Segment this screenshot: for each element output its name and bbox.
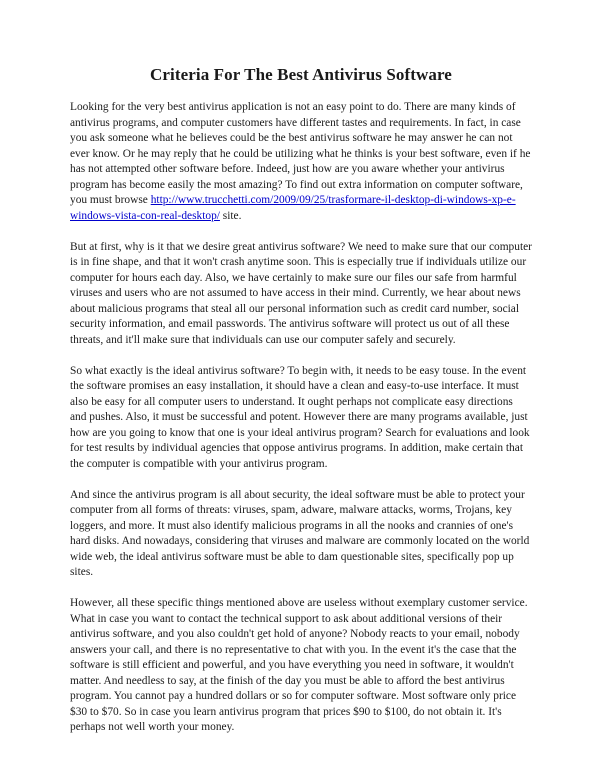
document-page (70, 64, 532, 751)
document-title: Criteria For The Best Antivirus Software (150, 65, 452, 84)
paragraph-intro-suffix: site. (219, 209, 242, 222)
paragraph-security: And since the antivirus program is all about security, the ideal software must be able to protect your computer from all forms of threats: viruses, spam, adware, malware attacks, worms, Trojans, key loggers, and more. It must also identify malicious programs in all the nooks and crannies of one's hard disks. And nowadays, considering that viruses and malware are commonly located on the world wide web, the ideal antivirus software must be able to dam questionable sites, specifically pop up sites. (70, 488, 530, 578)
source-link[interactable]: http://www.trucchetti.com/2009/09/25/trasformare-il-desktop-di-windows-xp-e-windows-vista-con-real-desktop/ (70, 194, 516, 222)
paragraph-intro-text: Looking for the very best antivirus application is not an easy point to do. There are many kinds of antivirus programs, and computer customers have different tastes and requirements. In fact, in case you ask someone what he believes could be the best antivirus software he may answer he can not ever know. Or he may reply that he could be utilizing what he thinks is your best software, even if he has not attempted other software before. Indeed, just how are you aware whether your antivirus program has become easily the most amazing? To find out extra information on computer software, you must browse (70, 101, 531, 206)
paragraph-intro (70, 100, 532, 224)
paragraph-ideal: So what exactly is the ideal antivirus software? To begin with, it needs to be easy touse. In the event the software promises an easy installation, it should have a clean and easy-to-use interface. It must also be easy for all computer users to understand. It ought perhaps not complicate easy directions and pushes. Also, it must be successful and potent. However there are many programs available, just how are you going to know that one is your ideal antivirus program? Search for evaluations and look for test results by individual agencies that oppose antivirus programs. In addition, make certain that the computer is compatible with your antivirus program. (70, 364, 530, 470)
paragraph-why: But at first, why is it that we desire great antivirus software? We need to make sure that our computer is in fine shape, and that it won't crash anytime soon. This is especially true if individuals utilize our computer for hours each day. Also, we have certainly to make sure our files our safe from harmful viruses and users who are not assumed to have access in their mind. Currently, we hear about news about malicious programs that steal all our personal information such as credit card number, social security information, and email passwords. The antivirus software will protect us out of all these threats, and it'll make sure that individuals can use our computer safely and securely. (70, 240, 532, 346)
paragraph-support: However, all these specific things mentioned above are useless without exemplary customer service. What in case you want to contact the technical support to ask about additional versions of their antivirus software, and you also couldn't get hold of anyone? Nobody reacts to your email, nobody answers your call, and there is no representative to chat with you. In the event it's the case that the software is still efficient and powerful, and you have everything you need in software, it wouldn't matter. And needless to say, at the finish of the day you must be able to afford the best antivirus program. You cannot pay a hundred dollars or so for computer software. Most software only price $30 to $70. So in case you learn antivirus program that prices $90 to $100, do not obtain it. It's perhaps not well worth your money. (70, 597, 528, 733)
